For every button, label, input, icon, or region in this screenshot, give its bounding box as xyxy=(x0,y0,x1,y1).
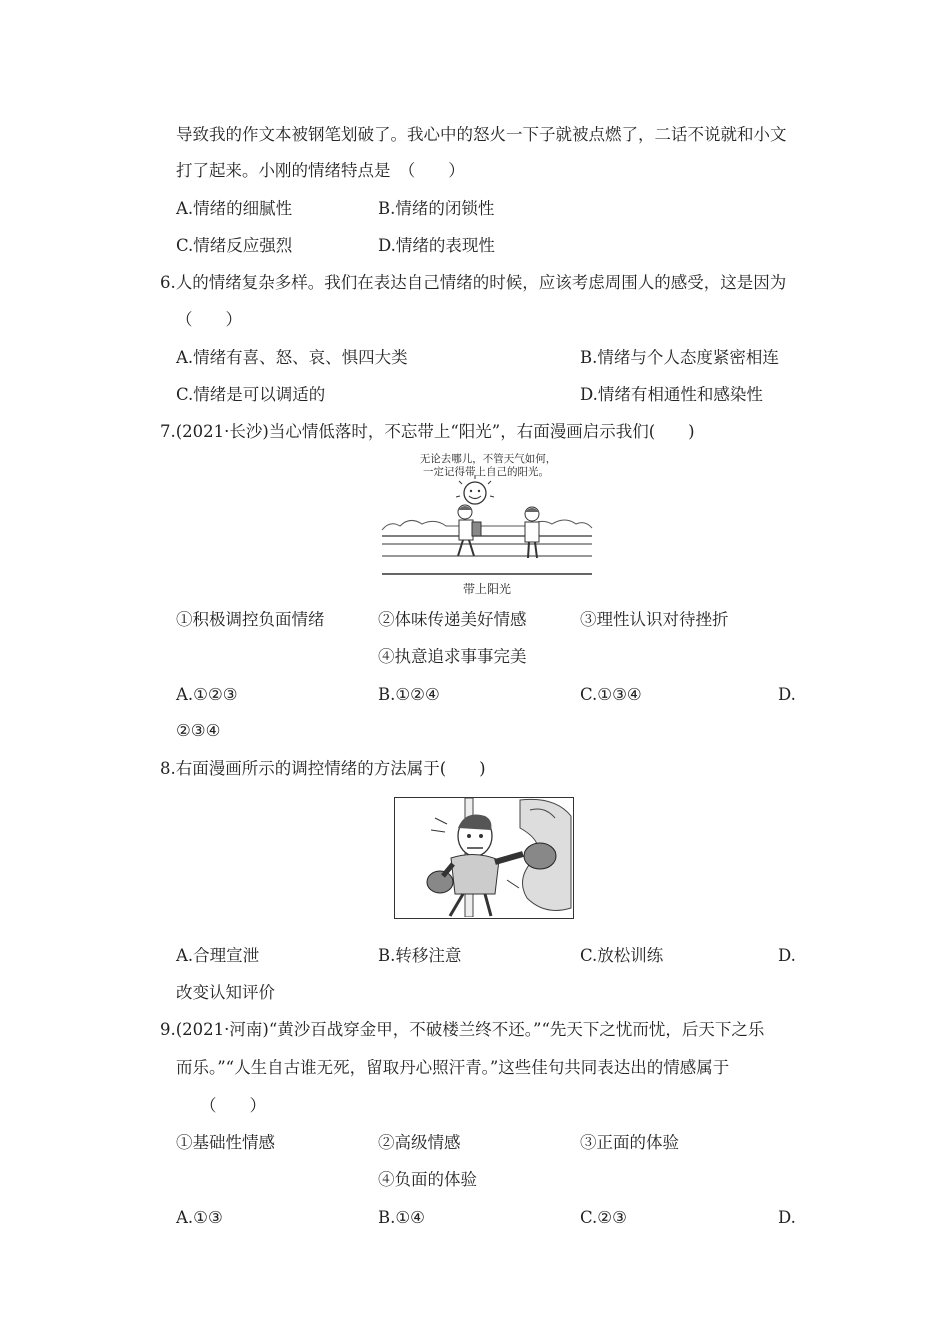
q5-option-b[interactable]: B.情绪的闭锁性 xyxy=(378,199,495,218)
q5-stem-line1: 导致我的作文本被钢笔划破了。我心中的怒火一下子就被点燃了，二话不说就和小文 xyxy=(176,125,787,144)
q7-cartoon-text1: 无论去哪儿，不管天气如何， xyxy=(419,453,557,465)
q9-option-d[interactable]: D. xyxy=(778,1208,796,1227)
q9-item-4: ④负面的体验 xyxy=(378,1170,477,1189)
q7-item-3: ③理性认识对待挫折 xyxy=(580,610,729,629)
q9-option-a[interactable]: A.①③ xyxy=(176,1208,223,1227)
q9-stem-line1: 9.(2021·河南)“黄沙百战穿金甲，不破楼兰终不还。”“先天下之忧而忧，后天下之乐 xyxy=(160,1020,765,1039)
q5-option-d[interactable]: D.情绪的表现性 xyxy=(378,236,495,255)
q9-stem-line3: （ ） xyxy=(200,1096,266,1115)
q8-option-d[interactable]: D. xyxy=(778,946,796,965)
q7-cartoon-text2: 一定记得带上自己的阳光。 xyxy=(423,466,549,478)
q7-option-d[interactable]: D. xyxy=(778,685,796,704)
standing-boy-figure xyxy=(525,507,539,558)
q5-option-a[interactable]: A.情绪的细腻性 xyxy=(176,199,293,218)
q8-boxing-cartoon xyxy=(394,797,574,919)
q7-cartoon-caption: 带上阳光 xyxy=(462,582,512,596)
q7-option-c[interactable]: C.①③④ xyxy=(580,685,642,704)
q8-option-a[interactable]: A.合理宣泄 xyxy=(176,946,260,965)
q7-cartoon xyxy=(380,448,594,600)
q8-stem: 8.右面漫画所示的调控情绪的方法属于( ) xyxy=(160,759,486,778)
q7-option-a[interactable]: A.①②③ xyxy=(176,685,238,704)
q6-option-d[interactable]: D.情绪有相通性和感染性 xyxy=(580,385,763,404)
q9-stem-line2: 而乐。”“人生自古谁无死，留取丹心照汗青。”这些佳句共同表达出的情感属于 xyxy=(176,1058,730,1077)
q7-item-2: ②体味传递美好情感 xyxy=(378,610,527,629)
q9-option-c[interactable]: C.②③ xyxy=(580,1208,627,1227)
q9-item-2: ②高级情感 xyxy=(378,1133,461,1152)
q9-item-1: ①基础性情感 xyxy=(176,1133,275,1152)
q6-option-a[interactable]: A.情绪有喜、怒、哀、惧四大类 xyxy=(176,348,408,367)
q6-option-c[interactable]: C.情绪是可以调适的 xyxy=(176,385,326,404)
q5-option-c[interactable]: C.情绪反应强烈 xyxy=(176,236,293,255)
q7-option-d-content: ②③④ xyxy=(176,721,221,740)
q8-option-d-content: 改变认知评价 xyxy=(176,983,275,1002)
q8-option-c[interactable]: C.放松训练 xyxy=(580,946,664,965)
q5-stem-line2: 打了起来。小刚的情绪特点是 （ ） xyxy=(176,161,465,180)
q7-item-1: ①积极调控负面情绪 xyxy=(176,610,325,629)
q6-stem-line1: 6.人的情绪复杂多样。我们在表达自己情绪的时候，应该考虑周围人的感受，这是因为 xyxy=(160,273,787,292)
q8-option-b[interactable]: B.转移注意 xyxy=(378,946,462,965)
q6-option-b[interactable]: B.情绪与个人态度紧密相连 xyxy=(580,348,779,367)
q9-item-3: ③正面的体验 xyxy=(580,1133,679,1152)
q6-stem-line2: （ ） xyxy=(176,310,242,329)
walking-boy-figure xyxy=(458,505,481,556)
q7-item-4: ④执意追求事事完美 xyxy=(378,647,527,666)
sun-icon xyxy=(456,475,494,504)
q7-stem: 7.(2021·长沙)当心情低落时，不忘带上“阳光”，右面漫画启示我们( ) xyxy=(160,422,695,441)
q9-option-b[interactable]: B.①④ xyxy=(378,1208,425,1227)
q7-option-b[interactable]: B.①②④ xyxy=(378,685,440,704)
